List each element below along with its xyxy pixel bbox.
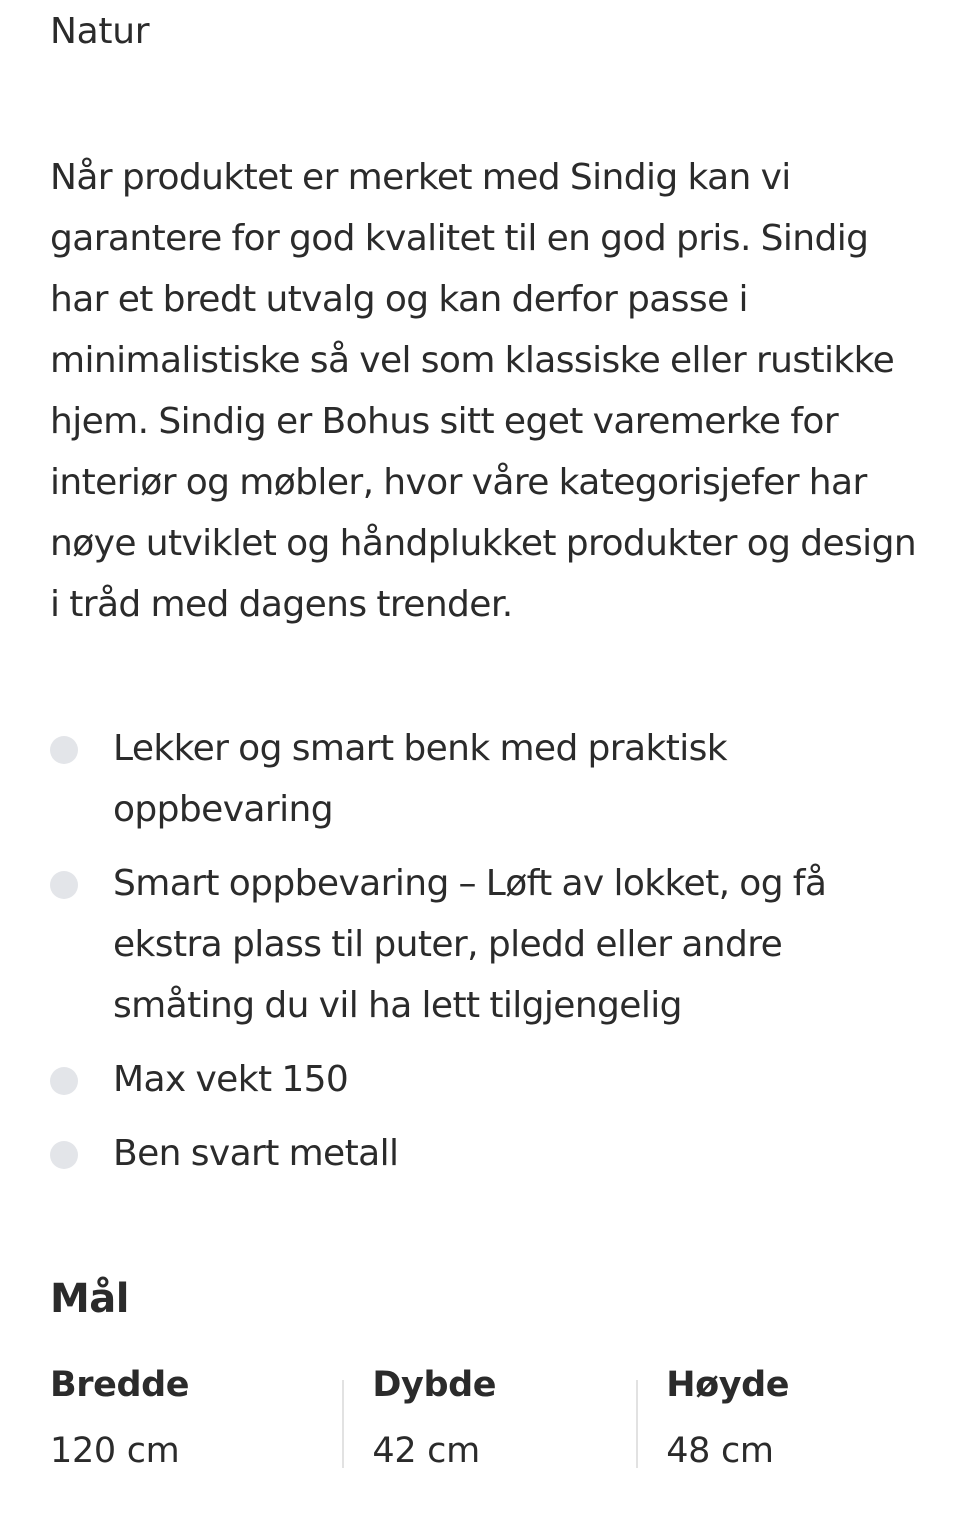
feature-text: Smart oppbevaring – Løft av lokket, og få ekstra plass til puter, pledd eller andre småting du vil ha lett tilgjengelig [113, 863, 827, 1026]
bullet-icon [50, 1067, 78, 1095]
list-item [50, 718, 920, 840]
dimensions-title: Mål [50, 1276, 130, 1322]
bullet-icon [50, 871, 78, 899]
dimension-label: Høyde [666, 1365, 790, 1405]
list-item [50, 1123, 920, 1184]
feature-text: Lekker og smart benk med praktisk oppbevaring [113, 728, 728, 830]
bullet-icon [50, 736, 78, 764]
dimension-height [636, 1360, 930, 1475]
dimension-value: 120 cm [50, 1431, 180, 1471]
product-color: Natur [50, 11, 150, 52]
dimension-label: Bredde [50, 1365, 190, 1405]
dimensions-table [50, 1360, 930, 1475]
feature-list [50, 718, 920, 1197]
dimension-label: Dybde [372, 1365, 497, 1405]
dimension-width [50, 1360, 342, 1475]
dimension-depth [342, 1360, 636, 1475]
bullet-icon [50, 1141, 78, 1169]
dimension-value: 48 cm [666, 1431, 774, 1471]
feature-text: Max vekt 150 [113, 1059, 349, 1100]
list-item [50, 853, 920, 1036]
list-item [50, 1049, 920, 1110]
feature-text: Ben svart metall [113, 1133, 399, 1174]
dimension-value: 42 cm [372, 1431, 480, 1471]
product-description: Når produktet er merket med Sindig kan vi garantere for god kvalitet til en god pris. Sindig har et bredt utvalg og kan derfor passe i minimalistiske så vel som klassiske eller rustikke hjem. Sindig er Bohus sitt eget varemerke for interiør og møbler, hvor våre kategorisjefer har nøye utviklet og håndplukket produkter og design i tråd med dagens trender. [50, 157, 917, 625]
